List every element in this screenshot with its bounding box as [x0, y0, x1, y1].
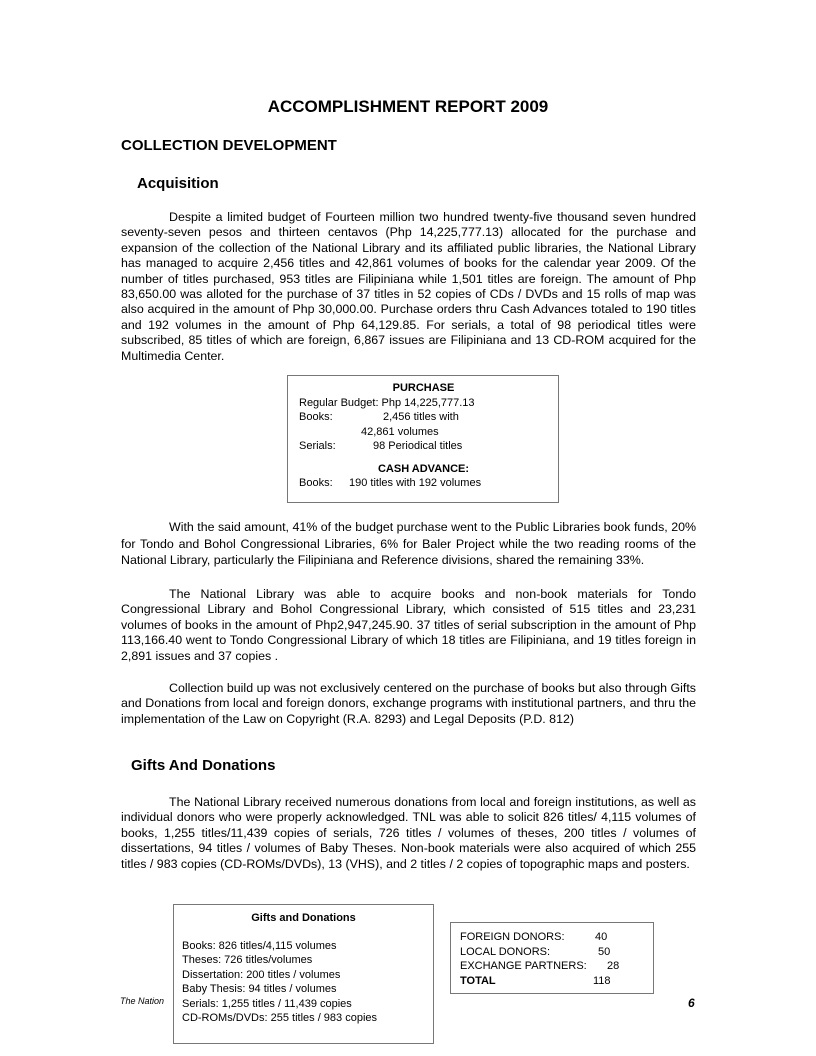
section-heading: COLLECTION DEVELOPMENT	[121, 137, 337, 154]
paragraph-acquisition: Despite a limited budget of Fourteen million two hundred twenty-five thousand seven hundred seventy-seven pesos and thirteen centavos (Php 14,225,777.13) allocated for the purchase and expansion of the collection of the National Library and its affiliated public libraries, the National Library has managed to acquire 2,456 titles and 42,861 volumes of books for the calendar year 2009. Of the number of titles purchased, 953 titles are Filipiniana while 1,501 titles are foreign. The amount of Php 83,650.00 was alloted for the purchase of 37 titles in 52 copies of CDs / DVDs and 15 rolls of map was also acquired in the amount of Php 30,000.00. Purchase orders thru Cash Advances totaled to 190 titles and 192 volumes in the amount of Php 64,129.85. For serials, a total of 98 periodical titles were subscribed, 85 titles of which are foreign, 6,867 issues are Filipiniana and 13 CD-ROM acquired for the Multimedia Center.	[121, 210, 696, 363]
foreign-donors-value: 40	[595, 931, 608, 943]
purchase-books-value-1: 2,456 titles with	[383, 411, 459, 423]
donors-box	[450, 922, 654, 994]
donors-foreign-row	[460, 930, 653, 945]
gifts-item-serials: Serials: 1,255 titles / 11,439 copies	[182, 997, 352, 1010]
regular-budget: Regular Budget: Php 14,225,777.13	[299, 396, 475, 409]
paragraph-collection-build-up: Collection build up was not exclusively centered on the purchase of books but also through Gifts and Donations from local and foreign donors, exchange programs with institutional partners, and thru the implementation of the Law on Copyright (R.A. 8293) and Legal Deposits (P.D. 812)	[121, 681, 696, 726]
gifts-item-cdroms: CD-ROMs/DVDs: 255 titles / 983 copies	[182, 1012, 378, 1024]
cash-books-value: 190 titles with 192 volumes	[349, 477, 482, 489]
paragraph-congressional-libraries: The National Library was able to acquire books and non-book materials for Tondo Congressional Library and Bohol Congressional Library, which consisted of 515 titles and 23,231 volumes of books in the amount of Php2,947,245.90. 37 titles of serial subscription in the amount of Php 113,166.40 went to Tondo Congressional Library of which 18 titles are Filipiniana, and 19 titles foreign in 2,891 issues and 37 copies .	[121, 587, 696, 663]
purchase-serials-row	[299, 439, 548, 454]
subsection-heading-gifts: Gifts And Donations	[131, 757, 276, 774]
page-title: ACCOMPLISHMENT REPORT 2009	[267, 97, 549, 116]
cash-advance-heading: CASH ADVANCE:	[377, 462, 470, 475]
gifts-item-books: Books: 826 titles/4,115 volumes	[182, 939, 337, 952]
gifts-box-heading: Gifts and Donations	[251, 912, 356, 924]
gifts-item-theses: Theses: 726 titles/volumes	[182, 954, 313, 966]
donors-local-row	[460, 945, 653, 960]
paragraph-gifts-donations: The National Library received numerous donations from local and foreign institutions, as well as individual donors who were properly acknowledged. TNL was able to solicit 826 titles/ 4,115 volumes of books, 1,255 titles/11,439 copies of serials, 726 titles / volumes of theses, 200 titles / volumes of dissertations, 94 titles / volumes of Baby Theses. Non-book materials were also acquired of which 255 titles / 983 copies (CD-ROMs/DVDs), 13 (VHS), and 2 titles / 2 copies of topographic maps and posters.	[121, 795, 696, 871]
page-number: 6	[688, 996, 695, 1010]
purchase-heading: PURCHASE	[392, 382, 455, 394]
gifts-item-dissertation: Dissertation: 200 titles / volumes	[182, 968, 341, 981]
purchase-books-label: Books:	[299, 411, 333, 423]
purchase-serials-label: Serials:	[299, 440, 336, 452]
cash-books-label: Books:	[299, 477, 333, 489]
purchase-books-value-2: 42,861 volumes	[361, 425, 439, 438]
donors-total-row	[460, 974, 653, 989]
donors-exchange-row	[460, 959, 653, 974]
paragraph-budget-distribution: With the said amount, 41% of the budget purchase went to the Public Libraries book funds, 20% for Tondo and Bohol Congressional Libraries, 6% for Baler Project while the two reading rooms of the National Library, particularly the Filipiniana and Reference divisions, shared the remaining 33%.	[121, 520, 696, 567]
purchase-books-row	[299, 410, 548, 425]
total-value: 118	[593, 974, 611, 987]
purchase-serials-value: 98 Periodical titles	[373, 440, 463, 452]
purchase-box	[287, 375, 559, 503]
local-donors-value: 50	[598, 945, 611, 958]
subsection-heading-acquisition: Acquisition	[137, 175, 219, 192]
exchange-partners-label: EXCHANGE PARTNERS:	[460, 960, 587, 972]
local-donors-label: LOCAL DONORS:	[460, 945, 551, 958]
foreign-donors-label: FOREIGN DONORS:	[460, 931, 565, 943]
total-label: TOTAL	[460, 974, 496, 987]
cash-books-row	[299, 476, 548, 491]
footer-text: The Nation	[120, 996, 165, 1006]
exchange-partners-value: 28	[607, 960, 620, 972]
gifts-item-baby-thesis: Baby Thesis: 94 titles / volumes	[182, 983, 337, 995]
gifts-donations-box	[173, 904, 434, 1044]
